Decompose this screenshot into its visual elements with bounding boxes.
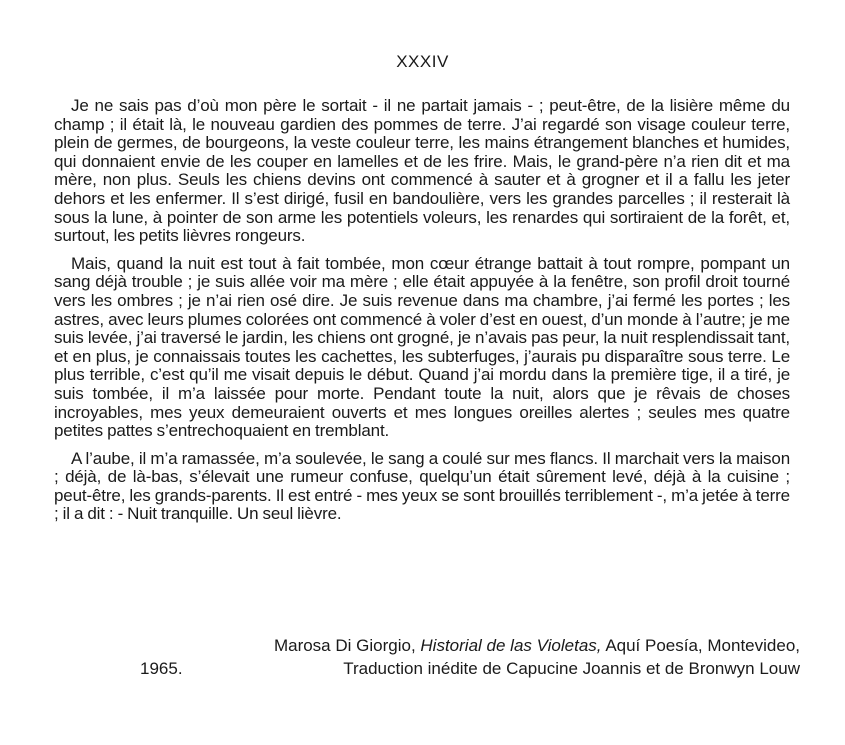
citation-author: Marosa Di Giorgio, [273, 636, 416, 655]
citation-book-title: Historial de las Violetas, [420, 636, 602, 655]
chapter-title: XXXIV [396, 52, 449, 71]
citation-line-2 [140, 657, 800, 680]
citation-publisher: Aquí Poesía, Montevideo, [605, 636, 800, 655]
citation-year: 1965. [140, 659, 183, 678]
paragraph-3: A l’aube, il m’a ramassée, m’a soulevée, le sang a coulé sur mes flancs. Il marchait vers la maison ; déjà, de là-bas, s’élevait une rumeur confuse, quelqu’un était sûrement levé, déjà à la cuisine ; peut-être, les grands-parents. Il est entré - mes yeux se sont brouillés terriblement -, m’a jetée à terre ; il a dit : - Nuit tranquille. Un seul lièvre. [54, 448, 790, 524]
paragraph-1: Je ne sais pas d’où mon père le sortait - il ne partait jamais - ; peut-être, de la lisière même du champ ; il était là, le nouveau gardien des pommes de terre. J’ai regardé son visage couleur terre, plein de germes, de bourgeons, la veste couleur terre, les mains étrangement blanches et humides, qui donnaient envie de les couper en lamelles et de les frire. Mais, le grand-père n’a rien dit et ma mère, non plus. Seuls les chiens devins ont commencé à sauter et à grogner et il a fallu les jeter dehors et les enfermer. Il s’est dirigé, fusil en bandoulière, vers les grandes parcelles ; il resterait là sous la lune, à pointer de son arme les potentiels voleurs, les renardes qui sortiraient de la forêt, et, surtout, les petits lièvres rongeurs. [54, 96, 790, 246]
paragraph-2: Mais, quand la nuit est tout à fait tombée, mon cœur étrange battait à tout rompre, pompant un sang déjà trouble ; je suis allée voir ma mère ; elle était appuyée à la fenêtre, son profil droit tourné vers les ombres ; je n’ai rien osé dire. Je suis revenue dans ma chambre, j’ai fermé les portes ; les astres, avec leurs plumes colorées ont commencé à voler d’est en ouest, d’un monde à l’autre; je me suis levée, j’ai traversé le jardin, les chiens ont grogné, je n’avais pas peur, la nuit resplendissait tant, et en plus, je connaissais toutes les cachettes, les subterfuges, j’aurais pu disparaître sous terre. Le plus terrible, c’est qu’il me visait depuis le début. Quand j’ai mordu dans la première tige, il a tiré, je suis tombée, il m’a laissée pour morte. Pendant toute la nuit, alors que je rêvais de choses incroyables, mes yeux demeuraient ouverts et mes longues oreilles alertes ; seules mes quatre petites pattes s’entrechoquaient en tremblant. [54, 253, 790, 441]
body-text [54, 97, 790, 533]
citation [140, 634, 800, 680]
citation-translation: Traduction inédite de Capucine Joannis et de Bronwyn Louw [343, 659, 800, 678]
citation-line-1 [140, 634, 800, 657]
